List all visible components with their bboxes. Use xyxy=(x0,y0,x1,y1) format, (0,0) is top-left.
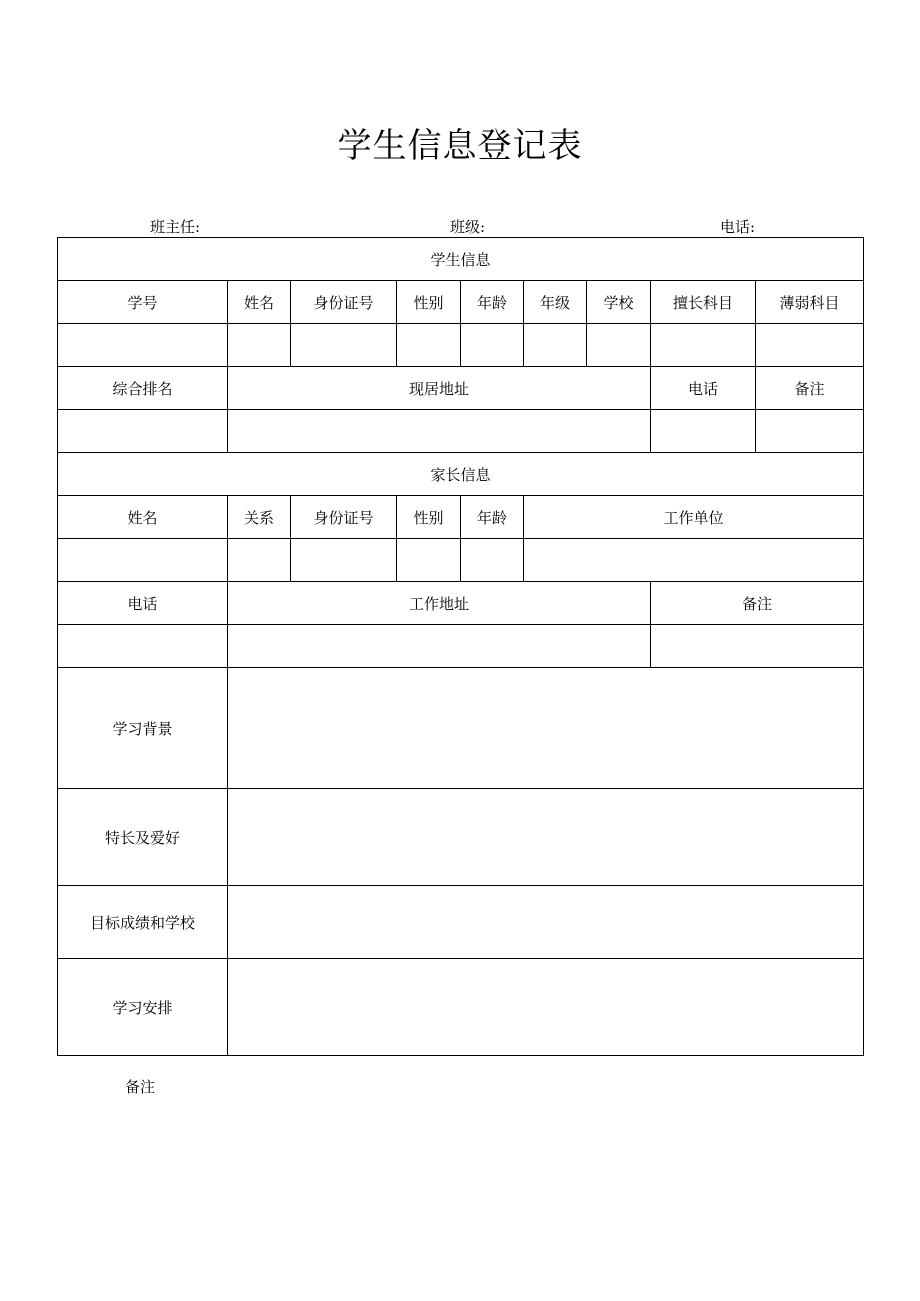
parent-employer-field[interactable] xyxy=(524,539,864,582)
student-input-row-2 xyxy=(58,410,864,453)
footer-note: 备注 xyxy=(125,1078,156,1096)
row-label: 特长及爱好 xyxy=(58,789,228,886)
student-grade-field[interactable] xyxy=(524,324,587,367)
student-section-heading: 学生信息 xyxy=(58,238,864,281)
parent-work-address-field[interactable] xyxy=(228,625,651,668)
header-cell: 综合排名 xyxy=(58,367,228,410)
student-remark-field[interactable] xyxy=(756,410,864,453)
student-id-field[interactable] xyxy=(58,324,228,367)
header-cell: 工作地址 xyxy=(228,582,651,625)
row-label: 学习背景 xyxy=(58,668,228,789)
study-background-field[interactable] xyxy=(228,668,864,789)
parent-age-field[interactable] xyxy=(461,539,524,582)
header-cell: 备注 xyxy=(756,367,864,410)
student-header-row-2 xyxy=(58,367,864,410)
student-input-row-1 xyxy=(58,324,864,367)
header-cell: 备注 xyxy=(651,582,864,625)
header-cell: 姓名 xyxy=(58,496,228,539)
header-cell: 身份证号 xyxy=(291,281,397,324)
target-row xyxy=(58,886,864,959)
header-cell: 性别 xyxy=(397,496,461,539)
student-school-field[interactable] xyxy=(587,324,651,367)
study-background-row xyxy=(58,668,864,789)
parent-header-row-2 xyxy=(58,582,864,625)
header-cell: 关系 xyxy=(228,496,291,539)
student-header-row-1 xyxy=(58,281,864,324)
header-cell: 学校 xyxy=(587,281,651,324)
phone-label: 电话: xyxy=(720,218,756,236)
header-cell: 学号 xyxy=(58,281,228,324)
parent-input-row-1 xyxy=(58,539,864,582)
header-cell: 薄弱科目 xyxy=(756,281,864,324)
parent-header-row-1 xyxy=(58,496,864,539)
header-cell: 性别 xyxy=(397,281,461,324)
header-cell: 年级 xyxy=(524,281,587,324)
header-cell: 电话 xyxy=(651,367,756,410)
overall-rank-field[interactable] xyxy=(58,410,228,453)
hobbies-field[interactable] xyxy=(228,789,864,886)
parent-relation-field[interactable] xyxy=(228,539,291,582)
header-cell: 现居地址 xyxy=(228,367,651,410)
header-cell: 身份证号 xyxy=(291,496,397,539)
teacher-label: 班主任: xyxy=(150,218,201,236)
row-label: 目标成绩和学校 xyxy=(58,886,228,959)
hobbies-row xyxy=(58,789,864,886)
student-name-field[interactable] xyxy=(228,324,291,367)
row-label: 学习安排 xyxy=(58,959,228,1056)
current-address-field[interactable] xyxy=(228,410,651,453)
parent-phone-field[interactable] xyxy=(58,625,228,668)
target-field[interactable] xyxy=(228,886,864,959)
header-cell: 擅长科目 xyxy=(651,281,756,324)
weak-subject-field[interactable] xyxy=(756,324,864,367)
strong-subject-field[interactable] xyxy=(651,324,756,367)
header-cell: 电话 xyxy=(58,582,228,625)
parent-section-heading: 家长信息 xyxy=(58,453,864,496)
class-label: 班级: xyxy=(450,218,486,236)
parent-name-field[interactable] xyxy=(58,539,228,582)
header-cell: 年龄 xyxy=(461,281,524,324)
study-plan-row xyxy=(58,959,864,1056)
page-title: 学生信息登记表 xyxy=(337,126,583,166)
header-cell: 年龄 xyxy=(461,496,524,539)
parent-input-row-2 xyxy=(58,625,864,668)
parent-remark-field[interactable] xyxy=(651,625,864,668)
parent-idcard-field[interactable] xyxy=(291,539,397,582)
study-plan-field[interactable] xyxy=(228,959,864,1056)
parent-gender-field[interactable] xyxy=(397,539,461,582)
header-cell: 姓名 xyxy=(228,281,291,324)
student-age-field[interactable] xyxy=(461,324,524,367)
student-phone-field[interactable] xyxy=(651,410,756,453)
student-idcard-field[interactable] xyxy=(291,324,397,367)
header-cell: 工作单位 xyxy=(524,496,864,539)
registration-form-table xyxy=(57,237,864,1056)
student-gender-field[interactable] xyxy=(397,324,461,367)
